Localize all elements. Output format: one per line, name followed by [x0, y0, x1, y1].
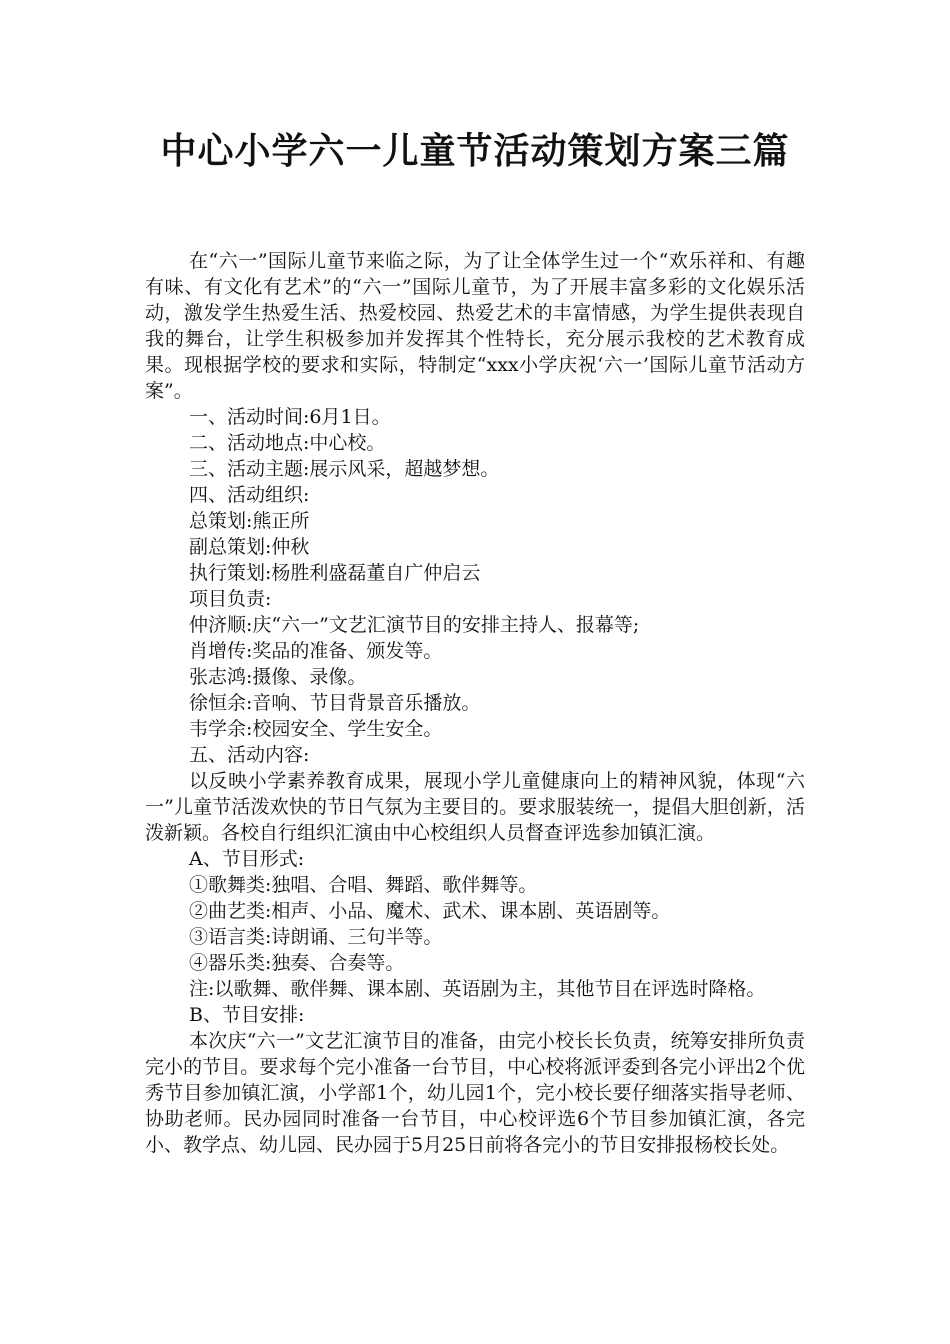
document-title: 中心小学六一儿童节活动策划方案三篇 — [160, 131, 790, 172]
program-form-note: 注:以歌舞、歌伴舞、课本剧、英语剧为主，其他节目在评选时降格。 — [189, 978, 766, 1000]
program-form-item: ②曲艺类:相声、小品、魔术、武术、课本剧、英语剧等。 — [189, 900, 671, 922]
program-arrangement-heading: B、节目安排: — [189, 1004, 305, 1026]
activity-organization-heading: 四、活动组织: — [189, 484, 310, 506]
activity-theme: 三、活动主题:展示风采，超越梦想。 — [189, 458, 500, 480]
activity-location: 二、活动地点:中心校。 — [189, 432, 386, 454]
activity-content-heading: 五、活动内容: — [189, 744, 310, 766]
responsibility-item: 肖增传:奖品的准备、颁发等。 — [189, 640, 443, 662]
program-form-item: ①歌舞类:独唱、合唱、舞蹈、歌伴舞等。 — [189, 874, 538, 896]
intro-paragraph: 在“六一”国际儿童节来临之际，为了让全体学生过一个“欢乐祥和、有趣有味、有文化有艺术”的“六一”国际儿童节，为了开展丰富多彩的文化娱乐活动，激发学生热爱生活、热爱校园、热爱艺术的丰富情感，为学生提供表现自我的舞台，让学生积极参加并发挥其个性特长，充分展示我校的艺术教育成果。现根据学校的要求和实际，特制定“xxx小学庆祝‘六一’国际儿童节活动方案”。 — [145, 250, 805, 402]
program-form-item: ④器乐类:独奏、合奏等。 — [189, 952, 405, 974]
responsibility-item: 韦学余:校园安全、学生安全。 — [189, 718, 443, 740]
responsibility-item: 张志鸿:摄像、录像。 — [189, 666, 367, 688]
deputy-planner: 副总策划:仲秋 — [189, 536, 310, 558]
project-responsibility-heading: 项目负责: — [189, 588, 272, 610]
program-form-item: ③语言类:诗朗诵、三句半等。 — [189, 926, 443, 948]
document-body — [145, 248, 805, 1158]
chief-planner: 总策划:熊正所 — [189, 510, 310, 532]
program-form-heading: A、节目形式: — [189, 848, 305, 870]
activity-content-paragraph: 以反映小学素养教育成果，展现小学儿童健康向上的精神风貌，体现“六一”儿童节活泼欢快的节日气氛为主要目的。要求服装统一，提倡大胆创新，活泼新颖。各校自行组织汇演由中心校组织人员督查评选参加镇汇演。 — [145, 770, 805, 844]
program-arrangement-paragraph: 本次庆“六一”文艺汇演节目的准备，由完小校长长负责，统筹安排所负责完小的节目。要求每个完小准备一台节目，中心校将派评委到各完小评出2个优秀节目参加镇汇演，小学部1个，幼儿园1个，完小校长要仔细落实指导老师、协助老师。民办园同时准备一台节目，中心校评选6个节目参加镇汇演，各完小、教学点、幼儿园、民办园于5月25日前将各完小的节目安排报杨校长处。 — [145, 1030, 805, 1156]
responsibility-item: 徐恒余:音响、节目背景音乐播放。 — [189, 692, 481, 714]
executive-planners: 执行策划:杨胜利盛磊董自广仲启云 — [189, 562, 481, 584]
responsibility-item: 仲济顺:庆“六一”文艺汇演节目的安排主持人、报幕等; — [189, 614, 640, 636]
activity-time: 一、活动时间:6月1日。 — [189, 406, 391, 428]
